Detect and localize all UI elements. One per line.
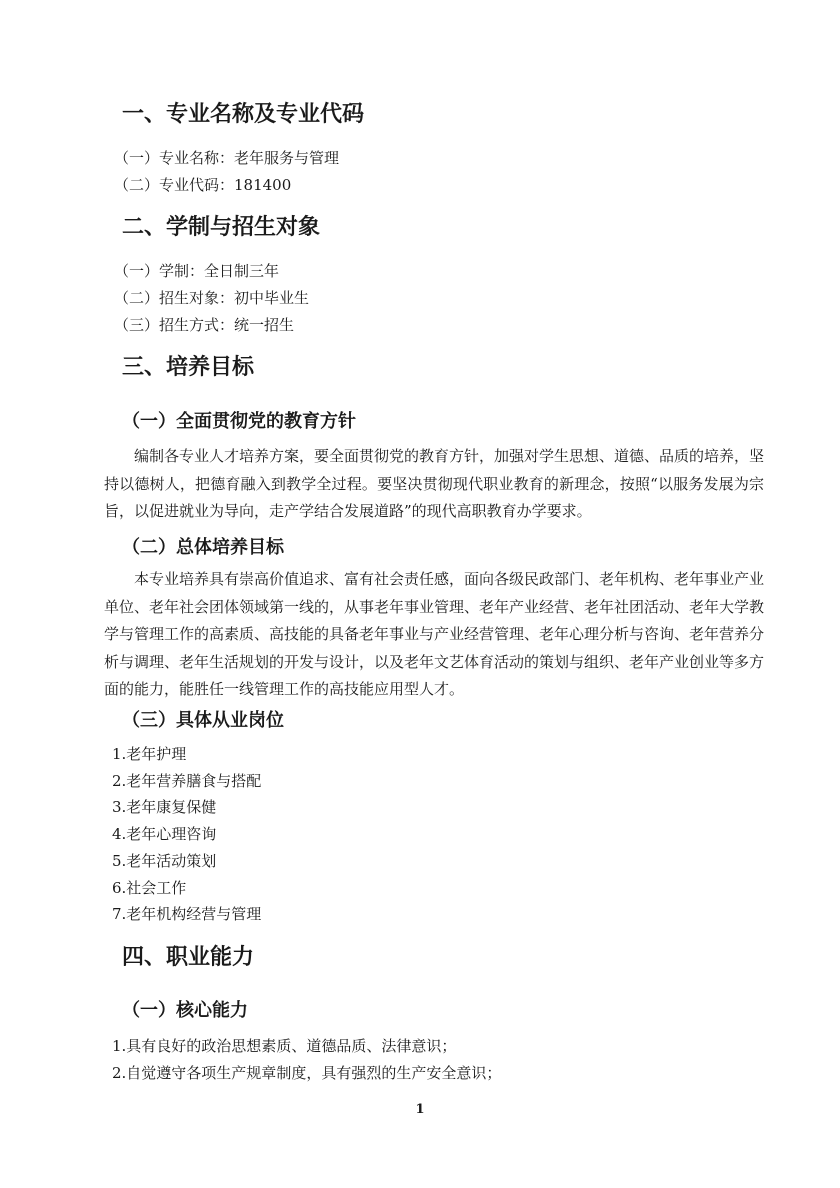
list-item: 7.老年机构经营与管理 [112,905,262,924]
core-ability-list [112,1033,501,1086]
list-item: 6.社会工作 [112,878,187,897]
section-3-sub-2-body: 本专业培养具有崇高价值追求、富有社会责任感，面向各级民政部门、老年机构、老年事业产业单位、老年社会团体领域第一线的，从事老年事业管理、老年产业经营、老年社团活动、老年大学教学与管理工作的高素质、高技能的具备老年事业与产业经营管理、老年心理分析与咨询、老年营养分析与调理、老年生活规划的开发与设计，以及老年文艺体育活动的策划与组织、老年产业创业等多方面的能力，能胜任一线管理工作的高技能应用型人才。 [104,570,765,698]
section-4-sub-1-heading: （一）核心能力 [122,1000,248,1021]
section-1-heading: 一、专业名称及专业代码 [122,102,365,127]
section-4-heading: 四、职业能力 [122,945,255,970]
section-2-item-1: （一）学制：全日制三年 [114,262,280,280]
list-item: 2.自觉遵守各项生产规章制度，具有强烈的生产安全意识； [112,1063,502,1082]
section-2-item-3: （三）招生方式：统一招生 [114,316,295,334]
list-item: 3.老年康复保健 [112,798,217,817]
list-item: 1.具有良好的政治思想素质、道德品质、法律意识； [112,1037,457,1055]
section-3-sub-1-body: 编制各专业人才培养方案，要全面贯彻党的教育方针，加强对学生思想、道德、品质的培养，坚持以德树人，把德育融入到教学全过程。要坚决贯彻现代职业教育的新理念，按照“以服务发展为宗旨，以促进就业为导向，走产学结合发展道路”的现代高职教育办学要求。 [104,447,765,520]
section-2-item-2: （二）招生对象：初中毕业生 [114,289,310,307]
page-number: 1 [415,1102,425,1117]
job-position-list [112,741,261,928]
section-3-sub-2-heading: （二）总体培养目标 [122,537,284,558]
section-2-heading: 二、学制与招生对象 [122,215,321,240]
section-3-sub-3-heading: （三）具体从业岗位 [122,710,284,731]
section-3-sub-1-heading: （一）全面贯彻党的教育方针 [122,411,356,432]
list-item: 4.老年心理咨询 [112,825,217,844]
section-1-item-1: （一）专业名称：老年服务与管理 [114,149,340,167]
section-1-item-2: （二）专业代码：181400 [114,176,292,194]
section-3-heading: 三、培养目标 [122,355,255,380]
list-item: 1.老年护理 [112,745,187,763]
list-item: 5.老年活动策划 [112,851,217,870]
list-item: 2.老年营养膳食与搭配 [112,771,262,790]
